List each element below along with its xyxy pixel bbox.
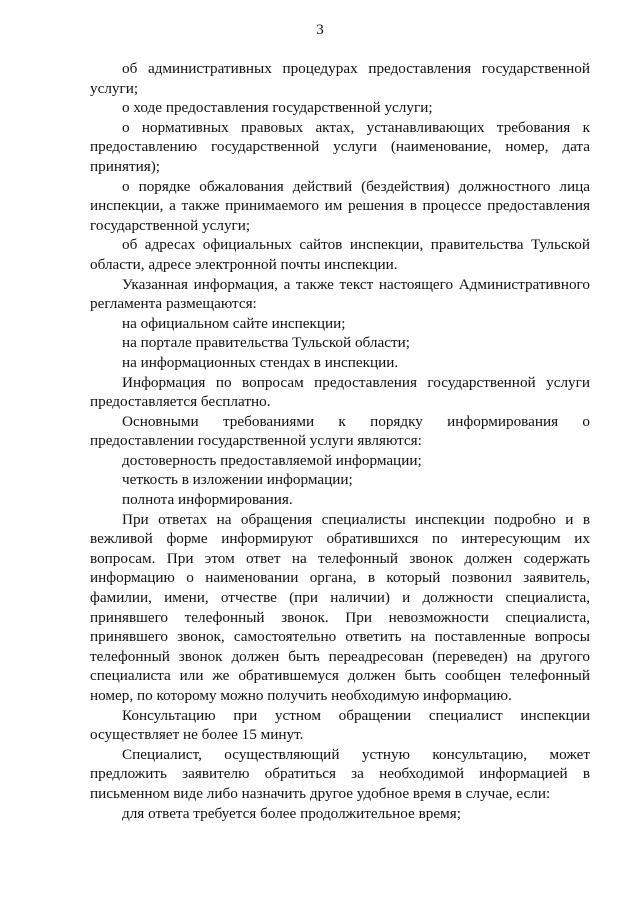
- paragraph: достоверность предоставляемой информации;: [122, 451, 422, 469]
- paragraph: на официальном сайте инспекции;: [122, 314, 346, 332]
- paragraph: о нормативных правовых актах, устанавливающих требования к предоставлению государственной услуги (наименование, номер, дата принятия);: [90, 118, 590, 175]
- paragraph: Информация по вопросам предоставления государственной услуги предоставляется бесплатно.: [90, 373, 590, 411]
- paragraph: об адресах официальных сайтов инспекции, правительства Тульской области, адресе электронной почты инспекции.: [90, 236, 590, 273]
- paragraph: на портале правительства Тульской области;: [122, 334, 410, 352]
- paragraph: четкость в изложении информации;: [122, 471, 353, 489]
- paragraph: Основными требованиями к порядку информирования о предоставлении государственной услуги являются:: [90, 412, 590, 450]
- paragraph: При ответах на обращения специалисты инспекции подробно и в вежливой форме информируют обратившихся по интересующим их вопросам. При этом ответ на телефонный звонок должен содержать информацию о наименовании органа, в который позвонил заявитель, фамилии, имени, отчестве (при наличии) и должности специалиста, принявшего телефонный звонок. При невозможности специалиста, принявшего звонок, самостоятельно ответить на поставленные вопросы телефонный звонок должен быть переадресован (переведен) на другого специалиста или же обратившемуся должен быть сообщен телефонный номер, по которому можно получить необходимую информацию.: [90, 510, 590, 704]
- document-body: [90, 59, 590, 823]
- paragraph: Консультацию при устном обращении специалист инспекции осуществляет не более 15 минут.: [90, 706, 590, 744]
- paragraph: полнота информирования.: [122, 491, 293, 509]
- paragraph: Специалист, осуществляющий устную консультацию, может предложить заявителю обратиться за необходимой информацией в письменном виде либо назначить другое удобное время в случае, если:: [90, 745, 590, 802]
- paragraph: о ходе предоставления государственной услуги;: [122, 99, 433, 117]
- paragraph: для ответа требуется более продолжительное время;: [122, 804, 461, 822]
- paragraph: о порядке обжалования действий (бездействия) должностного лица инспекции, а также принимаемого им решения в процессе предоставления государственной услуги;: [90, 177, 590, 234]
- page-number: 3: [316, 22, 324, 38]
- paragraph: Указанная информация, а также текст настоящего Административного регламента размещаются:: [90, 275, 590, 313]
- paragraph: об административных процедурах предоставления государственной услуги;: [90, 60, 590, 97]
- paragraph: на информационных стендах в инспекции.: [122, 353, 399, 371]
